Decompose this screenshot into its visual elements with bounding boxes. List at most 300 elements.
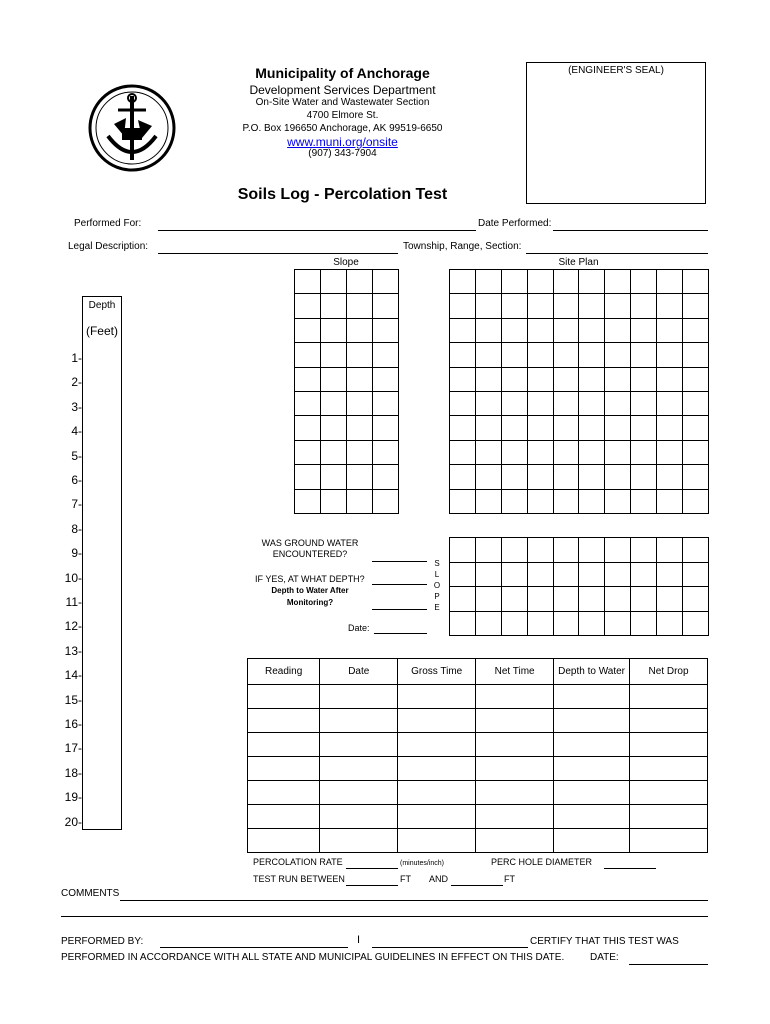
grid-cell[interactable] — [295, 441, 321, 465]
grid-cell[interactable] — [631, 441, 657, 465]
grid-cell[interactable] — [554, 343, 580, 367]
grid-cell[interactable] — [683, 538, 709, 563]
grid-cell[interactable] — [502, 416, 528, 440]
grid-cell[interactable] — [605, 343, 631, 367]
grid-cell[interactable] — [554, 392, 580, 416]
grid-cell[interactable] — [502, 490, 528, 514]
grid-cell[interactable] — [554, 563, 580, 588]
grid-cell[interactable] — [373, 465, 399, 489]
grid-cell[interactable] — [579, 294, 605, 318]
grid-cell[interactable] — [657, 563, 683, 588]
grid-cell[interactable] — [579, 587, 605, 612]
depth-mark: 10- — [64, 570, 82, 585]
test-run-start-field[interactable] — [346, 885, 398, 886]
percolation-cell[interactable] — [320, 805, 398, 829]
test-run-end-field[interactable] — [451, 885, 503, 886]
percolation-cell[interactable] — [398, 685, 476, 709]
grid-cell[interactable] — [450, 490, 476, 514]
percolation-cell[interactable] — [248, 829, 320, 853]
grid-cell[interactable] — [295, 319, 321, 343]
grid-cell[interactable] — [295, 465, 321, 489]
grid-cell[interactable] — [321, 392, 347, 416]
grid-cell[interactable] — [605, 319, 631, 343]
monitoring-answer-field[interactable] — [372, 609, 427, 610]
depth-mark: 7- — [71, 497, 82, 512]
grid-cell[interactable] — [579, 612, 605, 637]
grid-cell[interactable] — [631, 319, 657, 343]
percolation-cell[interactable] — [554, 805, 630, 829]
header-date: Date — [320, 659, 398, 685]
percolation-cell[interactable] — [248, 805, 320, 829]
grid-cell[interactable] — [631, 465, 657, 489]
grid-cell[interactable] — [476, 612, 502, 637]
grid-cell[interactable] — [373, 294, 399, 318]
certify-i-label: I — [357, 934, 361, 946]
grid-cell[interactable] — [605, 294, 631, 318]
grid-cell[interactable] — [321, 441, 347, 465]
grid-cell[interactable] — [605, 587, 631, 612]
certifier-name-field[interactable] — [372, 947, 528, 948]
grid-cell[interactable] — [657, 538, 683, 563]
grid-cell[interactable] — [450, 294, 476, 318]
depth-label: Depth — [88, 300, 116, 311]
grid-cell[interactable] — [554, 270, 580, 294]
grid-cell[interactable] — [502, 612, 528, 637]
grid-cell[interactable] — [476, 490, 502, 514]
grid-cell[interactable] — [657, 368, 683, 392]
grid-cell[interactable] — [502, 270, 528, 294]
depth-mark: 15- — [64, 692, 82, 707]
grid-cell[interactable] — [373, 319, 399, 343]
grid-cell[interactable] — [321, 343, 347, 367]
grid-cell[interactable] — [631, 270, 657, 294]
grid-cell[interactable] — [579, 368, 605, 392]
grid-cell[interactable] — [373, 392, 399, 416]
org-name: Municipality of Anchorage — [255, 65, 430, 81]
grid-cell[interactable] — [683, 392, 709, 416]
percolation-cell[interactable] — [476, 733, 554, 757]
grid-cell[interactable] — [683, 294, 709, 318]
grid-cell[interactable] — [605, 392, 631, 416]
grid-cell[interactable] — [347, 416, 373, 440]
depth-mark: 4- — [71, 424, 82, 439]
grid-cell[interactable] — [554, 587, 580, 612]
percolation-cell[interactable] — [320, 757, 398, 781]
grid-cell[interactable] — [450, 441, 476, 465]
percolation-table[interactable] — [247, 658, 708, 853]
percolation-cell[interactable] — [630, 781, 708, 805]
test-run-and-label: AND — [429, 874, 449, 884]
grid-cell[interactable] — [631, 587, 657, 612]
legal-description-field[interactable] — [158, 253, 398, 254]
groundwater-date-label: Date: — [348, 623, 370, 633]
grid-cell[interactable] — [450, 612, 476, 637]
percolation-cell[interactable] — [630, 709, 708, 733]
header-gross-time: Gross Time — [398, 659, 476, 685]
grid-cell[interactable] — [450, 319, 476, 343]
grid-cell[interactable] — [579, 563, 605, 588]
grid-cell[interactable] — [373, 368, 399, 392]
grid-cell[interactable] — [657, 319, 683, 343]
slope-grid[interactable] — [294, 269, 399, 514]
percolation-cell[interactable] — [554, 685, 630, 709]
grid-cell[interactable] — [528, 270, 554, 294]
grid-cell[interactable] — [502, 319, 528, 343]
percolation-table-row — [248, 733, 708, 757]
grid-cell[interactable] — [476, 319, 502, 343]
percolation-cell[interactable] — [554, 781, 630, 805]
percolation-cell[interactable] — [248, 757, 320, 781]
performed-by-field[interactable] — [160, 947, 348, 948]
percolation-table-row — [248, 805, 708, 829]
percolation-cell[interactable] — [554, 733, 630, 757]
grid-cell[interactable] — [295, 416, 321, 440]
grid-cell[interactable] — [579, 490, 605, 514]
grid-cell[interactable] — [605, 465, 631, 489]
percolation-table-header-row — [248, 659, 708, 685]
percolation-table-row — [248, 829, 708, 853]
grid-cell[interactable] — [373, 416, 399, 440]
header-depth-to-water: Depth to Water — [554, 659, 630, 685]
percolation-cell[interactable] — [398, 781, 476, 805]
groundwater-question-line2: ENCOUNTERED? — [272, 549, 348, 559]
grid-cell[interactable] — [347, 270, 373, 294]
grid-cell[interactable] — [657, 294, 683, 318]
grid-cell[interactable] — [605, 538, 631, 563]
percolation-cell[interactable] — [248, 733, 320, 757]
grid-cell[interactable] — [502, 441, 528, 465]
grid-cell[interactable] — [657, 392, 683, 416]
grid-cell[interactable] — [657, 343, 683, 367]
grid-cell[interactable] — [528, 563, 554, 588]
grid-cell[interactable] — [373, 441, 399, 465]
engineer-seal-box[interactable] — [526, 62, 706, 204]
header-net-drop: Net Drop — [630, 659, 708, 685]
percolation-cell[interactable] — [630, 757, 708, 781]
grid-cell[interactable] — [631, 416, 657, 440]
grid-cell[interactable] — [450, 538, 476, 563]
grid-cell[interactable] — [605, 490, 631, 514]
grid-cell[interactable] — [579, 343, 605, 367]
grid-cell[interactable] — [502, 538, 528, 563]
grid-cell[interactable] — [683, 416, 709, 440]
website-link[interactable]: www.muni.org/onsite — [287, 135, 398, 149]
depth-mark: 18- — [64, 765, 82, 780]
depth-mark: 8- — [71, 521, 82, 536]
percolation-cell[interactable] — [248, 781, 320, 805]
slope-letter: L — [434, 570, 440, 579]
performed-for-field[interactable] — [158, 230, 476, 231]
certification-date-field[interactable] — [629, 964, 708, 965]
test-run-ft2-label: FT — [504, 874, 515, 884]
percolation-cell[interactable] — [398, 709, 476, 733]
grid-cell[interactable] — [347, 368, 373, 392]
performed-by-label: PERFORMED BY: — [61, 936, 144, 947]
grid-cell[interactable] — [502, 465, 528, 489]
grid-cell[interactable] — [631, 294, 657, 318]
grid-cell[interactable] — [476, 465, 502, 489]
grid-cell[interactable] — [502, 368, 528, 392]
percolation-cell[interactable] — [320, 733, 398, 757]
test-run-ft1-label: FT — [400, 874, 411, 884]
grid-cell[interactable] — [579, 270, 605, 294]
grid-cell[interactable] — [579, 441, 605, 465]
grid-cell[interactable] — [605, 563, 631, 588]
grid-cell[interactable] — [657, 465, 683, 489]
grid-cell[interactable] — [476, 368, 502, 392]
grid-cell[interactable] — [476, 563, 502, 588]
grid-cell[interactable] — [579, 416, 605, 440]
test-run-between-label: TEST RUN BETWEEN — [253, 874, 345, 884]
grid-cell[interactable] — [683, 612, 709, 637]
depth-mark: 11- — [65, 595, 82, 609]
grid-cell[interactable] — [528, 416, 554, 440]
grid-cell[interactable] — [631, 368, 657, 392]
grid-cell[interactable] — [528, 465, 554, 489]
grid-cell[interactable] — [373, 490, 399, 514]
percolation-cell[interactable] — [476, 781, 554, 805]
percolation-cell[interactable] — [554, 709, 630, 733]
grid-cell[interactable] — [502, 343, 528, 367]
slope-letter: O — [433, 581, 441, 590]
grid-cell[interactable] — [321, 416, 347, 440]
grid-cell[interactable] — [528, 441, 554, 465]
depth-column-box[interactable] — [82, 296, 122, 830]
grid-cell[interactable] — [528, 368, 554, 392]
site-plan-grid-label: Site Plan — [558, 257, 599, 268]
grid-cell[interactable] — [347, 319, 373, 343]
percolation-cell[interactable] — [398, 757, 476, 781]
percolation-cell[interactable] — [398, 829, 476, 853]
grid-cell[interactable] — [528, 538, 554, 563]
grid-cell[interactable] — [683, 343, 709, 367]
grid-cell[interactable] — [476, 587, 502, 612]
township-label: Township, Range, Section: — [403, 241, 522, 252]
grid-cell[interactable] — [605, 416, 631, 440]
grid-cell[interactable] — [373, 270, 399, 294]
grid-cell[interactable] — [554, 612, 580, 637]
grid-cell[interactable] — [528, 392, 554, 416]
slope-letter: P — [434, 592, 440, 601]
grid-cell[interactable] — [347, 294, 373, 318]
grid-cell[interactable] — [295, 368, 321, 392]
percolation-cell[interactable] — [476, 805, 554, 829]
grid-cell[interactable] — [657, 270, 683, 294]
grid-cell[interactable] — [605, 270, 631, 294]
grid-cell[interactable] — [450, 416, 476, 440]
certification-date-label: DATE: — [590, 952, 619, 963]
grid-cell[interactable] — [528, 612, 554, 637]
grid-cell[interactable] — [528, 587, 554, 612]
groundwater-depth-question: IF YES, AT WHAT DEPTH? — [255, 574, 365, 584]
grid-cell[interactable] — [450, 465, 476, 489]
grid-cell[interactable] — [631, 490, 657, 514]
grid-cell[interactable] — [450, 270, 476, 294]
grid-cell[interactable] — [657, 441, 683, 465]
grid-cell[interactable] — [321, 465, 347, 489]
percolation-cell[interactable] — [476, 757, 554, 781]
grid-cell[interactable] — [295, 490, 321, 514]
comments-field-line1[interactable] — [120, 900, 708, 901]
grid-cell[interactable] — [347, 465, 373, 489]
grid-cell[interactable] — [295, 270, 321, 294]
grid-cell[interactable] — [683, 441, 709, 465]
department-name: Development Services Department — [249, 83, 436, 97]
percolation-cell[interactable] — [320, 685, 398, 709]
grid-cell[interactable] — [554, 368, 580, 392]
grid-cell[interactable] — [295, 294, 321, 318]
monitoring-question-line1: Depth to Water After — [271, 586, 349, 595]
groundwater-depth-field[interactable] — [372, 584, 427, 585]
grid-cell[interactable] — [347, 392, 373, 416]
grid-cell[interactable] — [554, 319, 580, 343]
grid-cell[interactable] — [476, 270, 502, 294]
grid-cell[interactable] — [295, 343, 321, 367]
grid-cell[interactable] — [631, 563, 657, 588]
grid-cell[interactable] — [347, 343, 373, 367]
grid-cell[interactable] — [476, 294, 502, 318]
site-plan-grid[interactable] — [449, 269, 709, 514]
percolation-cell[interactable] — [398, 805, 476, 829]
grid-cell[interactable] — [631, 538, 657, 563]
grid-cell[interactable] — [631, 612, 657, 637]
grid-cell[interactable] — [476, 343, 502, 367]
grid-cell[interactable] — [554, 416, 580, 440]
depth-mark: 2- — [71, 375, 82, 390]
grid-cell[interactable] — [683, 563, 709, 588]
grid-cell[interactable] — [579, 538, 605, 563]
percolation-cell[interactable] — [630, 685, 708, 709]
grid-cell[interactable] — [450, 563, 476, 588]
comments-field-line2[interactable] — [61, 916, 708, 917]
grid-cell[interactable] — [528, 294, 554, 318]
phone-number: (907) 343-7904 — [308, 148, 377, 159]
date-performed-label: Date Performed: — [478, 218, 552, 229]
percolation-cell[interactable] — [476, 685, 554, 709]
depth-mark: 6- — [71, 473, 82, 487]
percolation-rate-field[interactable] — [346, 868, 398, 869]
grid-cell[interactable] — [321, 294, 347, 318]
grid-cell[interactable] — [321, 368, 347, 392]
grid-cell[interactable] — [657, 416, 683, 440]
grid-cell[interactable] — [605, 612, 631, 637]
grid-cell[interactable] — [683, 368, 709, 392]
percolation-table-row — [248, 781, 708, 805]
percolation-cell[interactable] — [630, 733, 708, 757]
grid-cell[interactable] — [683, 465, 709, 489]
grid-cell[interactable] — [373, 343, 399, 367]
performed-for-label: Performed For: — [74, 218, 142, 229]
grid-cell[interactable] — [528, 343, 554, 367]
grid-cell[interactable] — [631, 392, 657, 416]
percolation-cell[interactable] — [476, 709, 554, 733]
grid-cell[interactable] — [554, 490, 580, 514]
depth-mark: 17- — [64, 741, 82, 756]
percolation-cell[interactable] — [630, 829, 708, 853]
grid-cell[interactable] — [528, 319, 554, 343]
grid-cell[interactable] — [683, 587, 709, 612]
grid-cell[interactable] — [631, 343, 657, 367]
grid-cell[interactable] — [554, 538, 580, 563]
grid-cell[interactable] — [502, 587, 528, 612]
percolation-cell[interactable] — [554, 757, 630, 781]
grid-cell[interactable] — [476, 392, 502, 416]
grid-cell[interactable] — [321, 490, 347, 514]
comments-label: COMMENTS — [61, 888, 120, 899]
grid-cell[interactable] — [554, 465, 580, 489]
street-address: 4700 Elmore St. — [306, 110, 379, 121]
engineer-seal-label: (ENGINEER'S SEAL) — [568, 65, 664, 76]
grid-cell[interactable] — [657, 490, 683, 514]
grid-cell[interactable] — [528, 490, 554, 514]
grid-cell[interactable] — [579, 319, 605, 343]
grid-cell[interactable] — [450, 368, 476, 392]
percolation-cell[interactable] — [398, 733, 476, 757]
grid-cell[interactable] — [683, 490, 709, 514]
certification-statement: PERFORMED IN ACCORDANCE WITH ALL STATE AND MUNICIPAL GUIDELINES IN EFFECT ON THIS DATE. — [61, 952, 565, 963]
grid-cell[interactable] — [476, 538, 502, 563]
grid-cell[interactable] — [347, 490, 373, 514]
groundwater-date-field[interactable] — [374, 633, 427, 634]
percolation-table-row — [248, 685, 708, 709]
percolation-cell[interactable] — [248, 709, 320, 733]
percolation-cell[interactable] — [554, 829, 630, 853]
legal-description-label: Legal Description: — [68, 241, 149, 252]
grid-cell[interactable] — [450, 343, 476, 367]
date-performed-field[interactable] — [553, 230, 708, 231]
grid-cell[interactable] — [657, 612, 683, 637]
depth-mark: 12- — [64, 619, 82, 634]
grid-cell[interactable] — [450, 392, 476, 416]
grid-cell[interactable] — [554, 294, 580, 318]
grid-cell[interactable] — [321, 270, 347, 294]
grid-cell[interactable] — [347, 441, 373, 465]
depth-unit-label: (Feet) — [85, 324, 118, 338]
township-field[interactable] — [526, 253, 708, 254]
slope-grid-label: Slope — [333, 257, 359, 268]
percolation-cell[interactable] — [320, 829, 398, 853]
grid-cell[interactable] — [321, 319, 347, 343]
grid-cell[interactable] — [657, 587, 683, 612]
grid-cell[interactable] — [502, 563, 528, 588]
percolation-cell[interactable] — [320, 709, 398, 733]
grid-cell[interactable] — [476, 416, 502, 440]
groundwater-answer-field[interactable] — [372, 561, 427, 562]
grid-cell[interactable] — [683, 270, 709, 294]
grid-cell[interactable] — [502, 294, 528, 318]
percolation-cell[interactable] — [630, 805, 708, 829]
grid-cell[interactable] — [579, 465, 605, 489]
slope-letter: S — [434, 559, 440, 568]
grid-cell[interactable] — [605, 368, 631, 392]
percolation-cell[interactable] — [320, 781, 398, 805]
percolation-cell[interactable] — [248, 685, 320, 709]
grid-cell[interactable] — [450, 587, 476, 612]
municipal-seal-logo — [88, 84, 176, 172]
percolation-cell[interactable] — [476, 829, 554, 853]
perc-hole-diameter-field[interactable] — [604, 868, 656, 869]
grid-cell[interactable] — [605, 441, 631, 465]
grid-cell[interactable] — [554, 441, 580, 465]
small-slope-grid[interactable] — [449, 537, 709, 636]
depth-mark: 16- — [64, 717, 82, 731]
grid-cell[interactable] — [295, 392, 321, 416]
groundwater-question-line1: WAS GROUND WATER — [261, 538, 359, 548]
grid-cell[interactable] — [579, 392, 605, 416]
grid-cell[interactable] — [502, 392, 528, 416]
grid-cell[interactable] — [683, 319, 709, 343]
grid-cell[interactable] — [476, 441, 502, 465]
